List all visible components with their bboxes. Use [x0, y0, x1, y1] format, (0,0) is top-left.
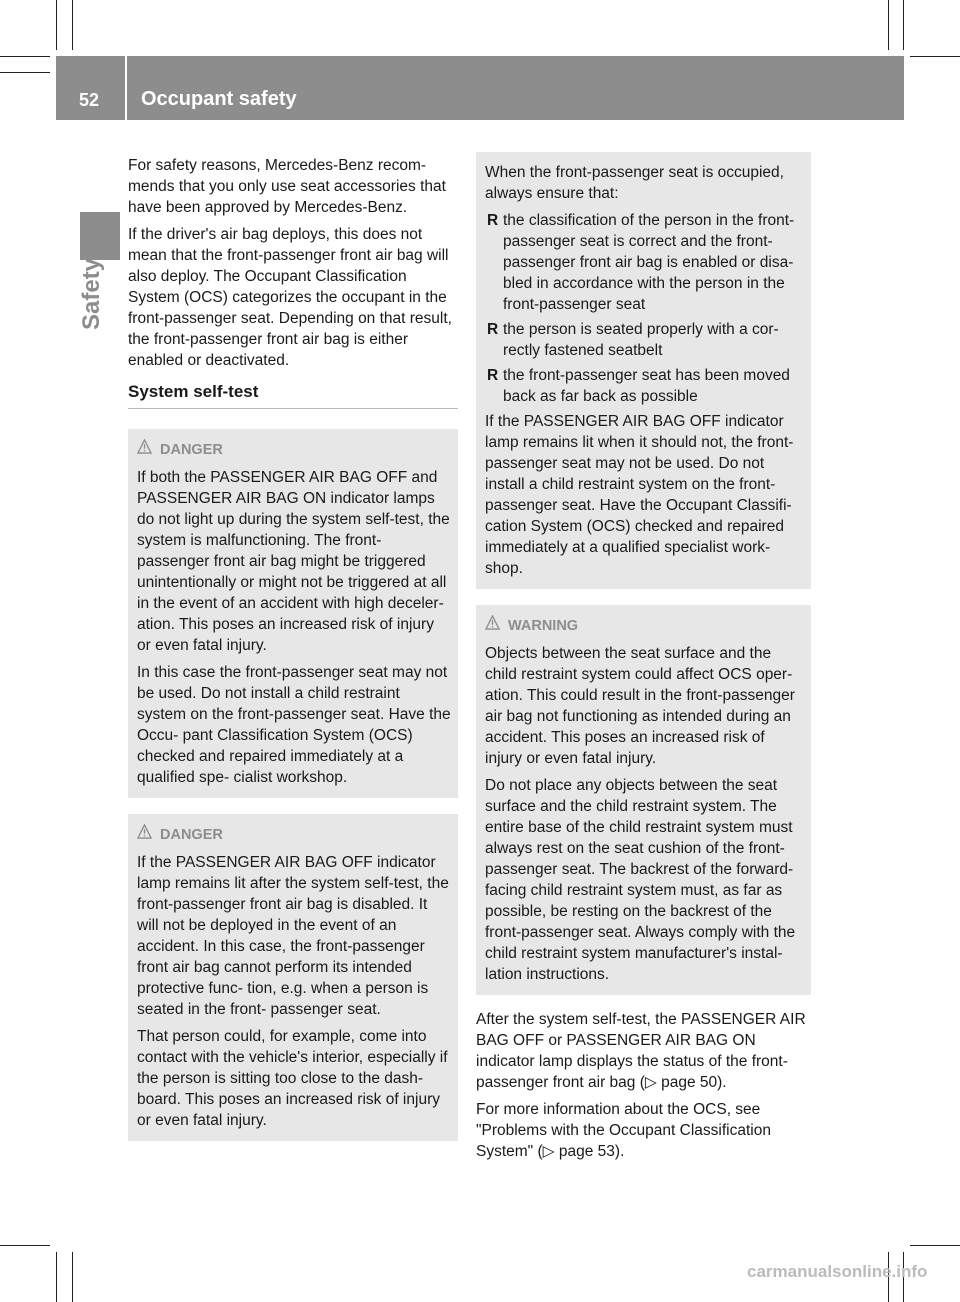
- crop-mark: [910, 56, 960, 57]
- warning-triangle-icon: [485, 615, 500, 637]
- warning-triangle-icon: [137, 439, 152, 461]
- intro-paragraph: If the driver's air bag deploys, this does not mean that the front-passenger front air bag will also deploy. The Occupant Classification System (OCS) categorizes the occupant in the front-passenger seat. Depending on that result, the front-passenger front air bag is either enabled or deactivated.: [128, 226, 452, 369]
- list-item: R the classification of the person in the front- passenger seat is correct and the front- passenger front air bag is enabled or disa- bled in accordance with the person in the front-passenger seat: [485, 210, 805, 315]
- crop-mark: [0, 1245, 50, 1246]
- danger-label: [137, 439, 452, 461]
- warning-triangle-icon: [137, 824, 152, 846]
- footer-watermark: carmanualsonline.info: [747, 1262, 928, 1281]
- info-box: [476, 152, 811, 589]
- side-tab-marker: [80, 212, 120, 260]
- list-item: R the person is seated properly with a cor- rectly fastened seatbelt: [485, 319, 805, 361]
- crop-mark: [0, 56, 50, 57]
- header-divider: [125, 56, 127, 120]
- crop-mark: [903, 0, 904, 50]
- danger-paragraph: If both the PASSENGER AIR BAG OFF and PASSENGER AIR BAG ON indicator lamps do not light up during the system self-test, the system is malfunctioning. The front- passenger front air bag might be triggered unintentionally or might not be triggered at all in the event of an accident with high deceler- ation. This poses an increased risk of injury or even fatal injury.: [137, 469, 450, 654]
- left-column: [128, 155, 458, 1141]
- crop-mark: [888, 0, 889, 50]
- warning-paragraph: Do not place any objects between the seat surface and the child restraint system. The entire base of the child restraint system must always rest on the seat cushion of the front- passenger seat. The backrest of the forward- facing child restraint system must, as far as possible, be resting on the backrest of the front-passenger seat. Always comply with the child restraint system manufacturer's instal- lation instructions.: [485, 777, 796, 983]
- warning-label-text: WARNING: [508, 617, 579, 634]
- right-column: [476, 152, 811, 1168]
- after-paragraph: After the system self-test, the PASSENGER AIR BAG OFF or PASSENGER AIR BAG ON indicator lamp displays the status of the front- passenger front air bag (▷ page 50).: [476, 1011, 806, 1091]
- crop-mark: [56, 1252, 57, 1302]
- page-number: 52: [78, 90, 100, 110]
- crop-mark: [56, 0, 57, 50]
- crop-mark: [0, 72, 50, 73]
- crop-mark: [72, 1252, 73, 1302]
- danger-label-text: DANGER: [160, 441, 223, 458]
- info-outro: If the PASSENGER AIR BAG OFF indicator lamp remains lit when it should not, the front- passenger seat may not be used. Do not install a child restraint system on the front- passenger seat. Have the Occupant Classifi- cation System (OCS) checked and repaired immediately at a qualified specialist work- shop.: [485, 413, 794, 577]
- danger-paragraph: In this case the front-passenger seat may not be used. Do not install a child restraint system on the front-passenger seat. Have the Occu- pant Classification System (OCS) checked and repaired immediately at a qualified spe- cialist workshop.: [137, 664, 451, 786]
- info-list: [485, 210, 805, 407]
- danger-box: [128, 429, 458, 798]
- section-title: Occupant safety: [141, 88, 297, 110]
- danger-paragraph: That person could, for example, come into contact with the vehicle's interior, especially if the person is sitting too close to the dash- board. This poses an increased risk of injury or even fatal injury.: [137, 1028, 448, 1129]
- list-item: R the front-passenger seat has been moved back as far back as possible: [485, 365, 805, 407]
- warning-box: [476, 605, 811, 995]
- side-section-label: Safety: [78, 257, 105, 330]
- warning-label: [485, 615, 805, 637]
- crop-mark: [910, 1245, 960, 1246]
- danger-box: [128, 814, 458, 1141]
- info-intro: When the front-passenger seat is occupied, always ensure that:: [485, 164, 784, 202]
- intro-paragraph: For safety reasons, Mercedes-Benz recom- mends that you only use seat accessories that have been approved by Mercedes-Benz.: [128, 157, 446, 216]
- section-heading: System self-test: [128, 381, 458, 409]
- after-paragraph: For more information about the OCS, see "Problems with the Occupant Classification System" (▷ page 53).: [476, 1101, 771, 1160]
- danger-paragraph: If the PASSENGER AIR BAG OFF indicator lamp remains lit after the system self-test, the front-passenger front air bag is disabled. It will not be deployed in the event of an accident. In this case, the front-passenger front air bag cannot perform its intended protective func- tion, e.g. when a person is seated in the front- passenger seat.: [137, 854, 449, 1018]
- warning-paragraph: Objects between the seat surface and the child restraint system could affect OCS oper- ation. This could result in the front-passenger air bag not functioning as intended during an accident. This poses an increased risk of injury or even fatal injury.: [485, 645, 795, 767]
- danger-label-text: DANGER: [160, 826, 223, 843]
- crop-mark: [72, 0, 73, 50]
- danger-label: [137, 824, 452, 846]
